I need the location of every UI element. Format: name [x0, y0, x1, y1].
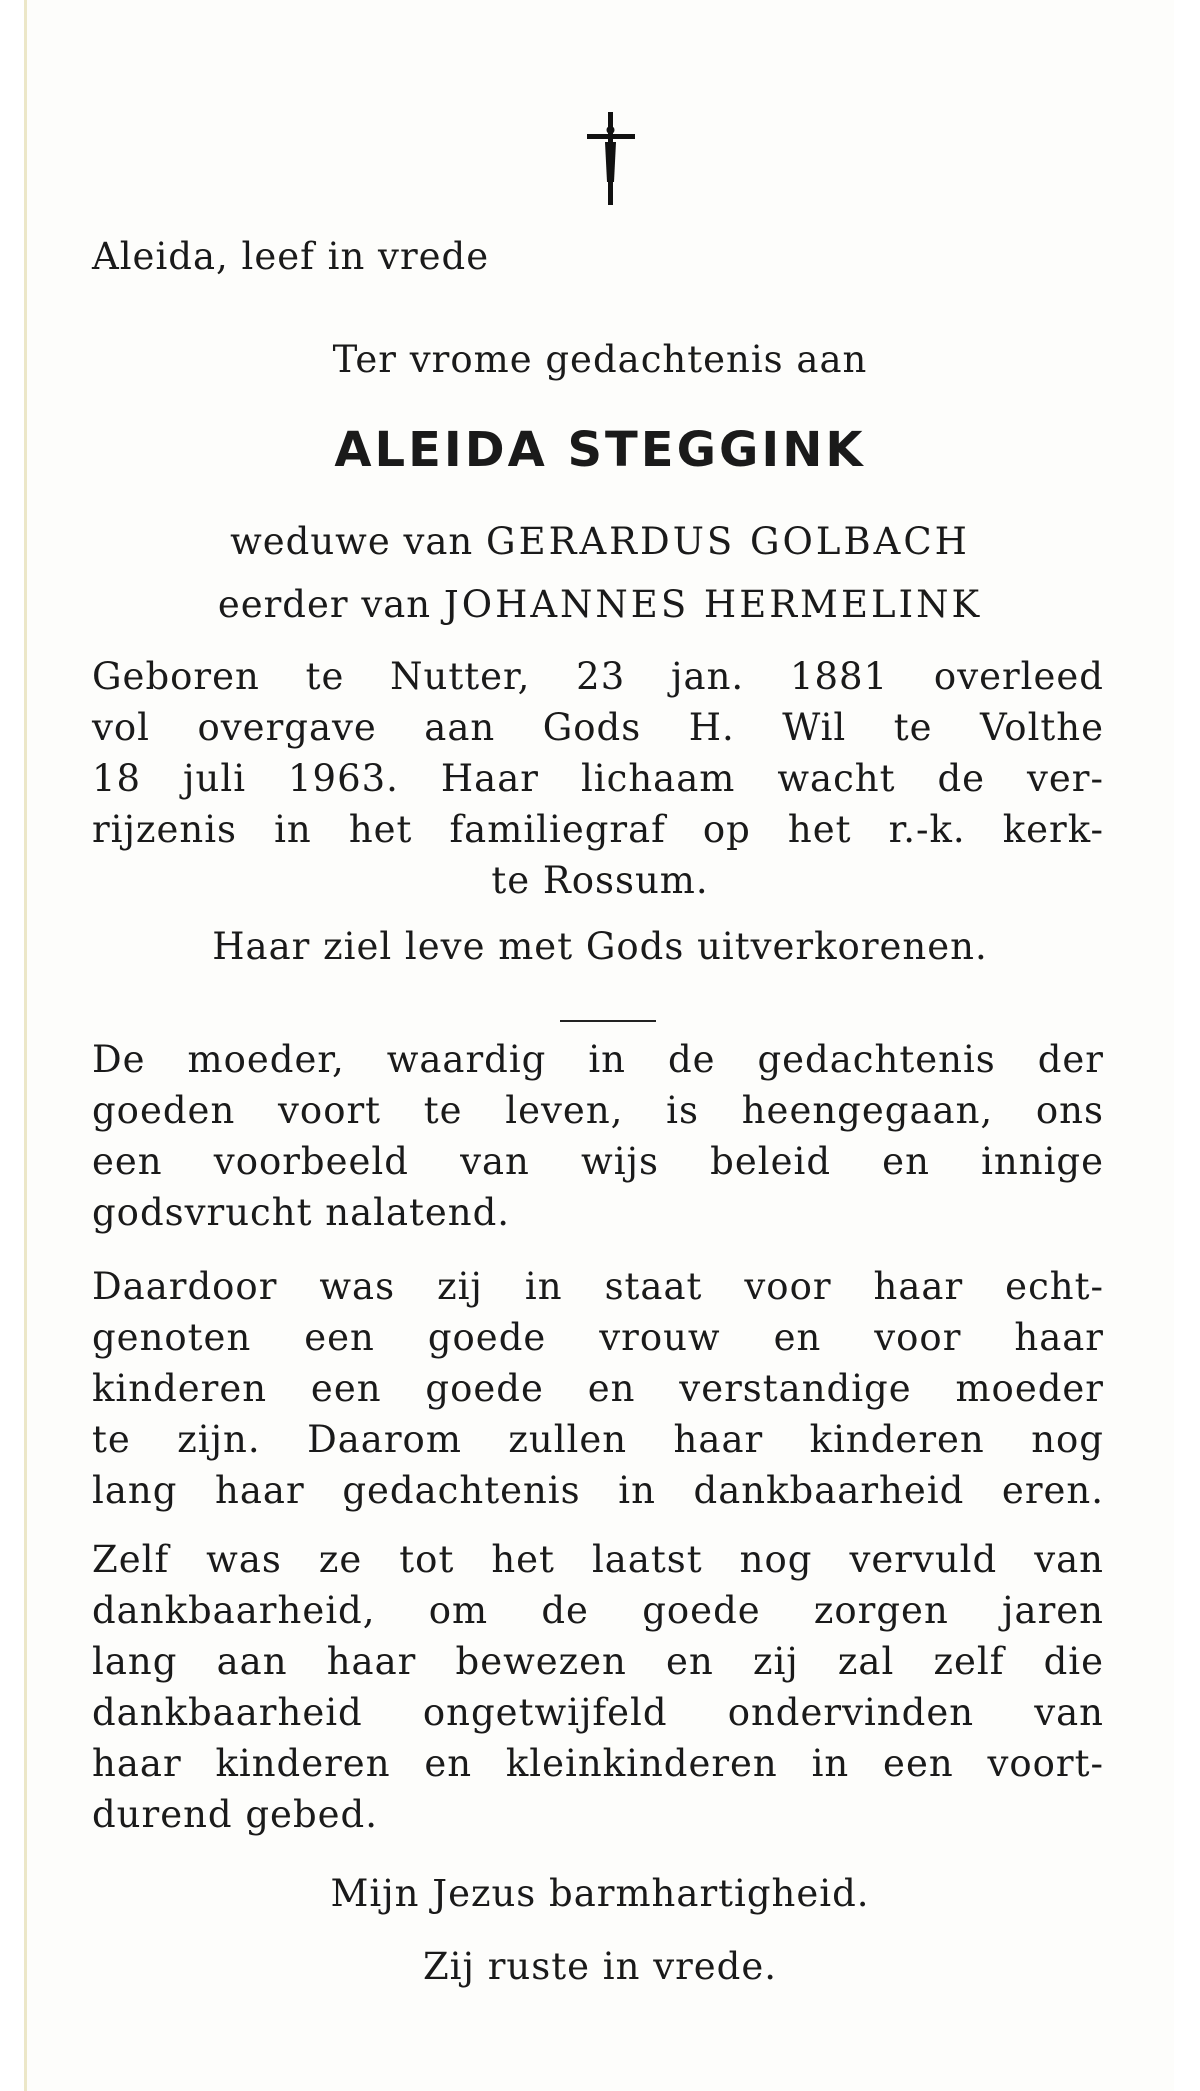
prayer-line: Haar ziel leve met Gods uitverkorenen. — [212, 925, 988, 968]
paragraph-3-line: durend gebed. — [92, 1793, 378, 1836]
paragraph-1-line: goeden voort te leven, is heengegaan, ons — [92, 1089, 1104, 1132]
closing-line-2: Zij ruste in vrede. — [422, 1945, 778, 1988]
biography-line: rijzenis in het familiegraf op het r.-k. kerk- — [92, 808, 1104, 851]
opening-line: Aleida, leef in vrede — [92, 235, 490, 278]
section-divider — [560, 1020, 656, 1022]
biography-line: 18 juli 1963. Haar lichaam wacht de ver- — [92, 757, 1104, 800]
spouse-name-1: GERARDUS GOLBACH — [486, 520, 970, 563]
paragraph-1-line: godsvrucht nalatend. — [92, 1191, 511, 1234]
spouse-line-1 — [0, 520, 1200, 564]
biography-line: Geboren te Nutter, 23 jan. 1881 overleed — [92, 655, 1104, 698]
paragraph-3-line: dankbaarheid, om de goede zorgen jaren — [92, 1589, 1104, 1632]
deceased-name: ALEIDA STEGGINK — [334, 422, 866, 478]
paragraph-1-line: De moeder, waardig in de gedachtenis der — [92, 1038, 1104, 1081]
intro-line: Ter vrome gedachtenis aan — [332, 338, 868, 381]
paragraph-1-line: een voorbeeld van wijs beleid en innige — [92, 1140, 1104, 1183]
paragraph-2-line: genoten een goede vrouw en voor haar — [92, 1316, 1104, 1359]
paragraph-3-line: lang aan haar bewezen en zij zal zelf die — [92, 1640, 1104, 1683]
paragraph-2-line: lang haar gedachtenis in dankbaarheid eren. — [92, 1469, 1104, 1512]
spouse-line-2 — [0, 583, 1200, 627]
spouse-prefix-2: eerder van — [217, 583, 432, 626]
paragraph-3-line: Zelf was ze tot het laatst nog vervuld van — [92, 1538, 1104, 1581]
paragraph-3-line: haar kinderen en kleinkinderen in een voort- — [92, 1742, 1104, 1785]
card-edge — [24, 0, 27, 2091]
biography-line: vol overgave aan Gods H. Wil te Volthe — [92, 706, 1104, 749]
paragraph-2-line: kinderen een goede en verstandige moeder — [92, 1367, 1104, 1410]
paragraph-3-line: dankbaarheid ongetwijfeld ondervinden van — [92, 1691, 1104, 1734]
spouse-name-2: JOHANNES HERMELINK — [443, 583, 983, 626]
paragraph-2-line: Daardoor was zij in staat voor haar echt- — [92, 1265, 1104, 1308]
crucifix-icon — [583, 112, 639, 207]
closing-line-1: Mijn Jezus barmhartigheid. — [330, 1872, 870, 1915]
biography-line: te Rossum. — [491, 859, 709, 902]
paragraph-2-line: te zijn. Daarom zullen haar kinderen nog — [92, 1418, 1104, 1461]
spouse-prefix-1: weduwe van — [230, 520, 474, 563]
